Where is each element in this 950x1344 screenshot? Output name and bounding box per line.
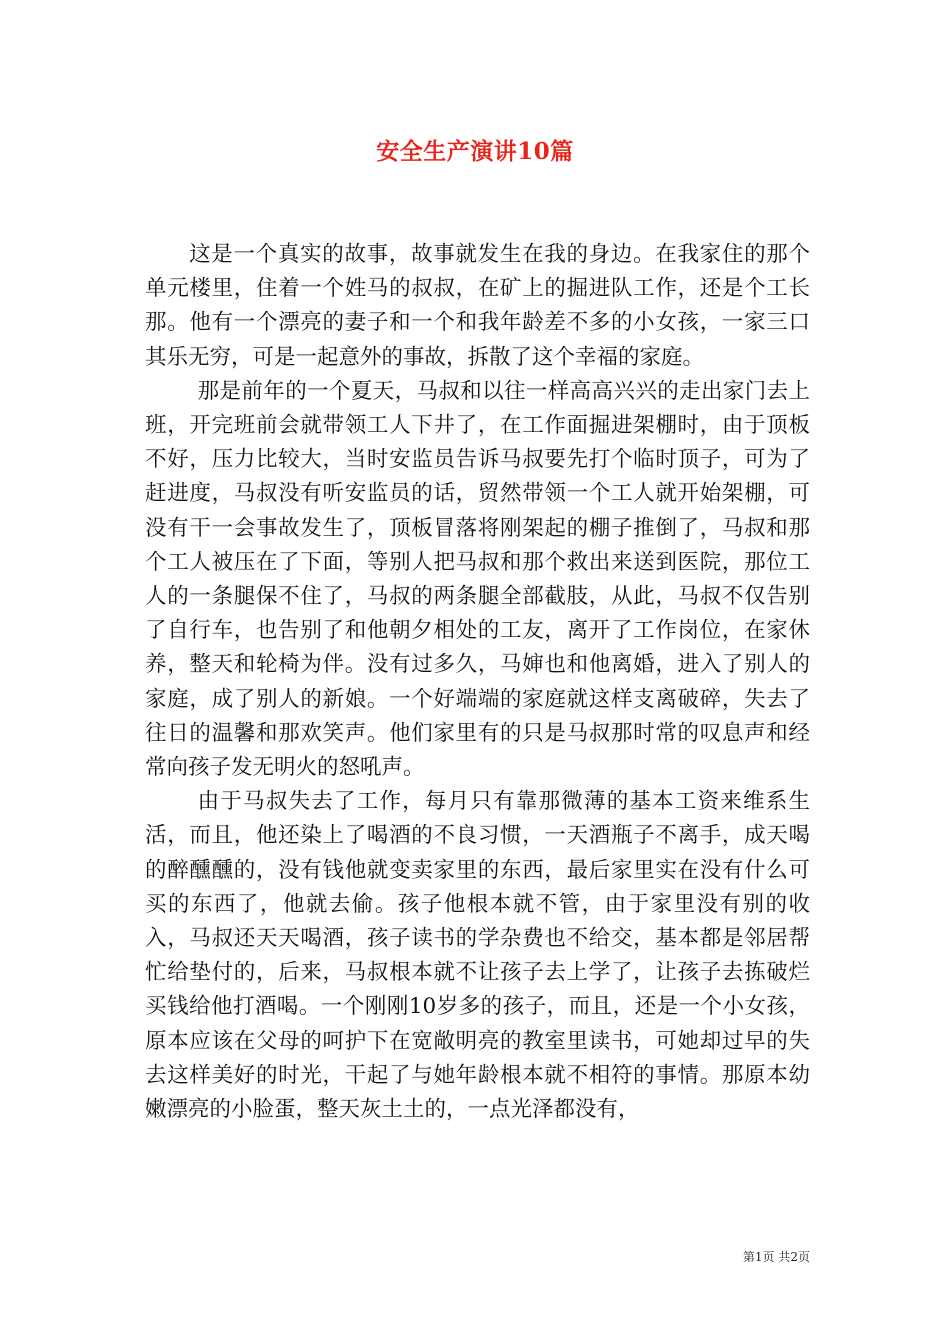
paragraph-1: 这是一个真实的故事，故事就发生在我的身边。在我家住的那个单元楼里，住着一个姓马的叔叔，在矿上的掘进队工作，还是个工长那。他有一个漂亮的妻子和一个和我年龄差不多的小女孩，一家三口其乐无穷，可是一起意外的事故，拆散了这个幸福的家庭。 [145, 242, 810, 370]
page-number-footer: 第1页 共2页 [742, 1250, 810, 1264]
document-body [145, 238, 810, 1127]
paragraph-3: 由于马叔失去了工作，每月只有靠那微薄的基本工资来维系生活，而且，他还染上了喝酒的不良习惯，一天酒瓶子不离手，成天喝的醉醺醺的，没有钱他就变卖家里的东西，最后家里实在没有什么可买的东西了，他就去偷。孩子他根本就不管，由于家里没有别的收入，马叔还天天喝酒，孩子读书的学杂费也不给交，基本都是邻居帮忙给垫付的，后来，马叔根本就不让孩子去上学了，让孩子去拣破烂买钱给他打酒喝。一个刚刚10岁多的孩子，而且，还是一个小女孩，原本应该在父母的呵护下在宽敞明亮的教室里读书，可她却过早的失去这样美好的时光，干起了与她年龄根本就不相符的事情。那原本幼嫩漂亮的小脸蛋，整天灰土土的，一点光泽都没有， [145, 789, 810, 1123]
document-title: 安全生产演讲10篇 [376, 138, 574, 165]
paragraph-2: 那是前年的一个夏天，马叔和以往一样高高兴兴的走出家门去上班，开完班前会就带领工人下井了，在工作面掘进架棚时，由于顶板不好，压力比较大，当时安监员告诉马叔要先打个临时顶子，可为了赶进度，马叔没有听安监员的话，贸然带领一个工人就开始架棚，可没有干一会事故发生了，顶板冒落将刚架起的棚子推倒了，马叔和那个工人被压在了下面，等别人把马叔和那个救出来送到医院，那位工人的一条腿保不住了，马叔的两条腿全部截肢，从此，马叔不仅告别了自行车，也告别了和他朝夕相处的工友，离开了工作岗位，在家休养，整天和轮椅为伴。没有过多久，马婶也和他离婚，进入了别人的家庭，成了别人的新娘。一个好端端的家庭就这样支离破碎，失去了往日的温馨和那欢笑声。他们家里有的只是马叔那时常的叹息声和经常向孩子发无明火的怒吼声。 [145, 378, 810, 781]
